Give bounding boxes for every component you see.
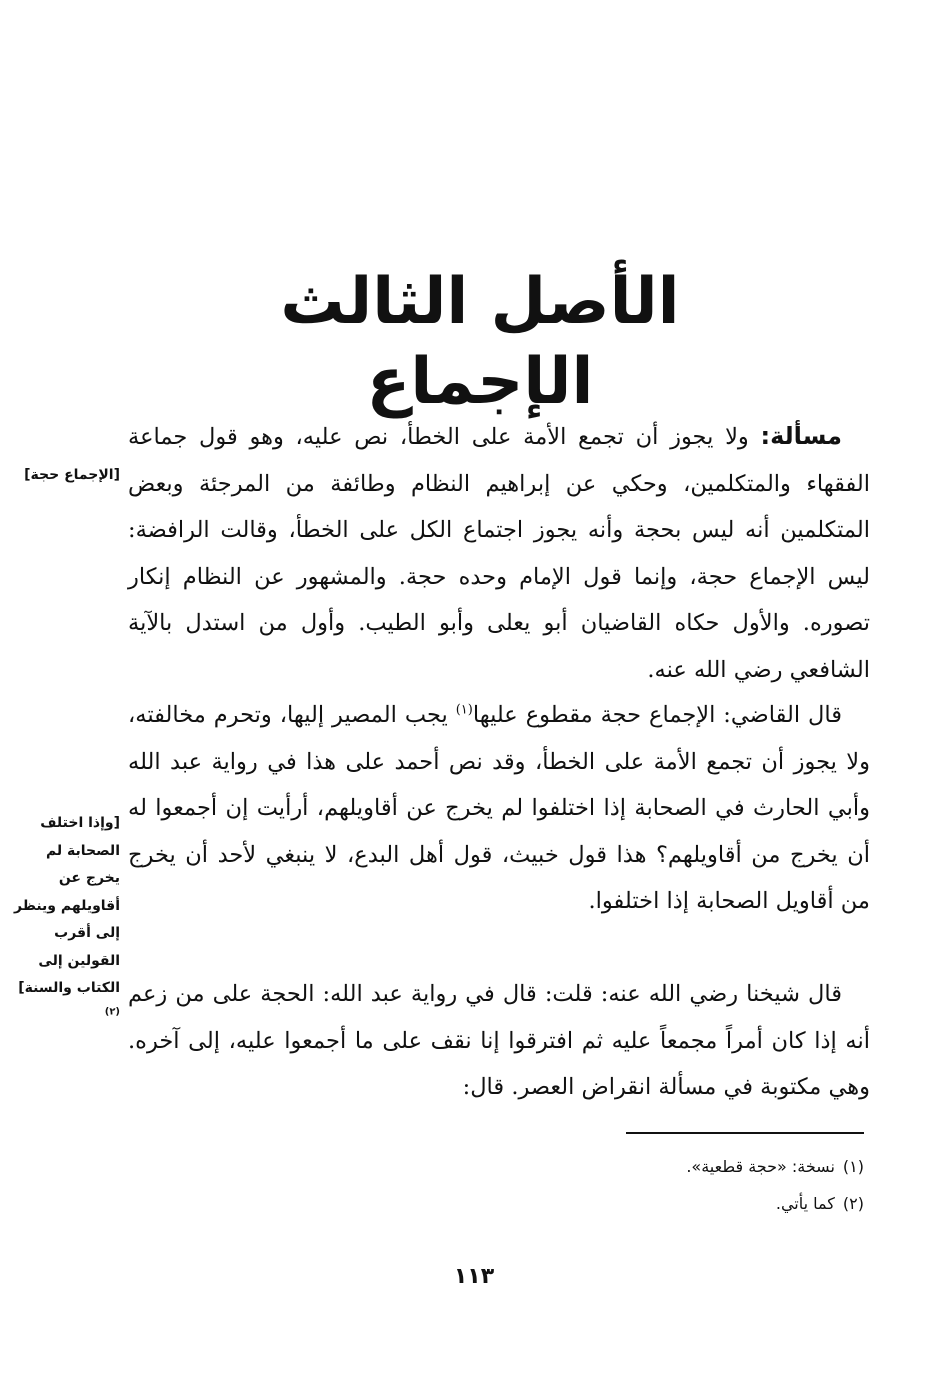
footnote-1 [560, 1148, 864, 1185]
chapter-title: الأصل الثالث الإجماع [280, 265, 680, 419]
margin-note-companions [14, 810, 120, 1030]
paragraph-2-text-after: يجب المصير إليها، وتحرم مخالفته، ولا يجوز أن تجمع الأمة على الخطأ، وقد نص أحمد على هذا في رواية عبد الله وأبي الحارث في الصحابة إذا اختلفوا لم يخرج عن أقاويلهم، أرأيت إن أجمعوا له أن يخرج من أقاويلهم؟ هذا قول خبيث، قول أهل البدع، لا ينبغي لأحد أن يخرج من أقاويل الصحابة إذا اختلفوا. [128, 702, 870, 914]
margin-note-2-text: [وإذا اختلف الصحابة لم يخرج عن أقاويلهم وينظر إلى أقرب القولين إلى الكتاب والسنة] [13, 815, 120, 996]
margin-note-1-text: [الإجماع حجة] [24, 467, 120, 483]
margin-note-consensus [14, 462, 120, 490]
page-number: ١١٣ [453, 1264, 495, 1289]
footnotes [560, 1148, 864, 1222]
footnote-2-number: (٢) [842, 1194, 864, 1213]
footnote-divider [626, 1132, 864, 1134]
paragraph-2 [128, 692, 870, 925]
footnote-2 [560, 1185, 864, 1222]
issue-label: مسألة: [760, 422, 842, 450]
footnote-1-marker: (١) [455, 702, 473, 718]
footnote-1-number: (١) [842, 1157, 864, 1176]
footnote-2-marker: (٢) [104, 1005, 120, 1017]
paragraph-1 [128, 413, 870, 693]
footnote-2-text: كما يأتي. [775, 1194, 835, 1213]
paragraph-3 [128, 971, 870, 1111]
footnote-1-text: نسخة: «حجة قطعية». [686, 1157, 835, 1176]
paragraph-3-text: قال شيخنا رضي الله عنه: قلت: قال في رواية عبد الله: الحجة على من زعم أنه إذا كان أمراً مجمعاً عليه ثم افترقوا إنا نقف على ما أجمعوا عليه، إلى آخره. وهي مكتوبة في مسألة انقراض العصر. قال: [128, 981, 870, 1100]
paragraph-1-text: ولا يجوز أن تجمع الأمة على الخطأ، نص عليه، وهو قول جماعة الفقهاء والمتكلمين، وحكي عن إبراهيم النظام وطائفة من المرجئة وبعض المتكلمين أنه ليس بحجة وأنه يجوز اجتماع الكل على الخطأ، وقالت الرافضة: ليس الإجماع حجة، وإنما قول الإمام وحده حجة. والمشهور عن النظام إنكار تصوره. والأول حكاه القاضيان أبو يعلى وأبو الطيب. وأول من استدل بالآية الشافعي رضي الله عنه. [128, 424, 870, 683]
paragraph-2-text-before: قال القاضي: الإجماع حجة مقطوع عليها [472, 702, 843, 728]
